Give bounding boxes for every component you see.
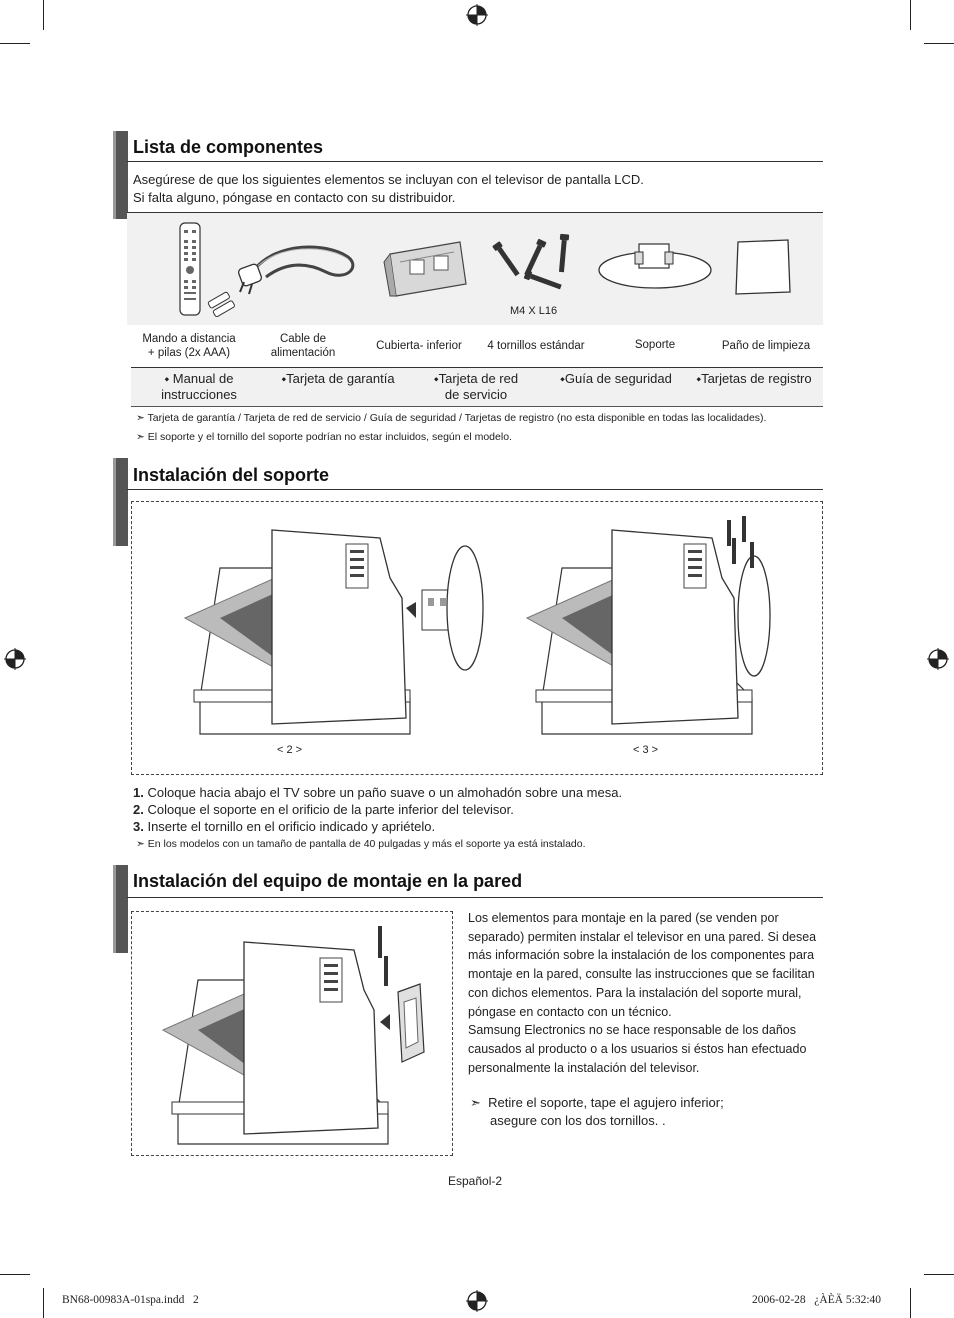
registration-mark-icon xyxy=(466,1290,488,1312)
section-bar xyxy=(113,865,128,953)
section-bar xyxy=(113,131,128,219)
section-rule xyxy=(127,897,823,898)
footer-filename: BN68-00983A-01spa.indd 2 xyxy=(62,1294,199,1306)
component-label-cover: Cubierta- inferior xyxy=(376,340,462,352)
power-cable-icon xyxy=(236,232,362,302)
section-title-components: Lista de componentes xyxy=(133,137,324,157)
stand-step2-illustration xyxy=(180,518,500,740)
section-rule xyxy=(127,489,823,490)
note-arrow-icon: ➣ xyxy=(136,412,145,424)
component-label-cable: Cable de alimentación xyxy=(270,333,336,359)
document-item-service-card: ⬩Tarjeta de red de servicio xyxy=(433,371,519,402)
section-bar xyxy=(113,458,128,546)
note-arrow-icon: ➣ xyxy=(470,1095,481,1110)
figure-label-3: < 3 > xyxy=(633,744,659,756)
document-item-warranty: ⬩Tarjeta de garantía xyxy=(281,371,395,386)
registration-mark-icon xyxy=(927,648,949,670)
step-1: 1. Coloque hacia abajo el TV sobre un paño suave o un almohadón sobre una mesa. xyxy=(133,785,623,800)
note-stand-included: ➣ El soporte y el tornillo del soporte podrían no estar incluidos, según el modelo. xyxy=(136,431,512,443)
wall-mount-note: ➣ Retire el soporte, tape el agujero inferior; asegure con los dos tornillos. . xyxy=(470,1095,724,1128)
bottom-cover-icon xyxy=(380,234,472,300)
page-number: Español-2 xyxy=(448,1174,503,1188)
crop-mark xyxy=(924,43,954,44)
registration-mark-icon xyxy=(4,648,26,670)
document-item-manual: ⬩ Manual de instrucciones xyxy=(161,371,237,402)
crop-mark xyxy=(910,1288,911,1318)
component-label-cloth: Paño de limpieza xyxy=(721,340,811,352)
registration-mark-icon xyxy=(466,4,488,26)
component-label-screws: 4 tornillos estándar xyxy=(487,340,585,352)
note-availability: ➣ Tarjeta de garantía / Tarjeta de red de servicio / Guía de seguridad / Tarjetas de registro (no esta disponible en todas las localidades). xyxy=(136,412,767,424)
screws-icon xyxy=(490,232,582,298)
wall-mount-illustration xyxy=(158,922,448,1148)
section-rule xyxy=(127,161,823,162)
figure-label-2: < 2 > xyxy=(277,744,303,756)
cleaning-cloth-icon xyxy=(732,238,794,298)
stand-steps xyxy=(133,784,823,835)
note-arrow-icon: ➣ xyxy=(136,431,145,443)
screw-size-label: M4 X L16 xyxy=(510,305,558,317)
section-title-wall-mount: Instalación del equipo de montaje en la pared xyxy=(133,871,523,891)
document-item-registration: ⬩Tarjetas de registro xyxy=(696,371,812,386)
wall-mount-paragraph: Los elementos para montaje en la pared (se venden por separado) permiten instalar el televisor en una pared. Si desea más información sobre la instalación de los componentes para montaje en la pared, consulte las instrucciones que se facilitan con dichos elementos. Para la instalación del soporte mural, póngase en contacto con un técnico. Samsung Electronics no se hace responsable de los daños causados al producto o a los usuarios si éstos han efectuado personalmente la instalación del televisor. xyxy=(468,911,817,1075)
note-arrow-icon: ➣ xyxy=(136,838,145,850)
note-40-inch: ➣ En los modelos con un tamaño de pantalla de 40 pulgadas y más el soporte ya está instalado. xyxy=(136,838,586,850)
component-label-stand: Soporte xyxy=(634,339,676,351)
document-item-safety-guide: ⬩Guía de seguridad xyxy=(560,371,672,386)
section-title-stand: Instalación del soporte xyxy=(133,465,330,485)
crop-mark xyxy=(43,0,44,30)
footer-timestamp: 2006-02-28 ¿ÀÈÄ 5:32:40 xyxy=(752,1294,882,1306)
step-3: 3. Inserte el tornillo en el orificio indicado y apriételo. xyxy=(133,819,436,834)
remote-control-icon xyxy=(170,220,240,320)
crop-mark xyxy=(0,43,30,44)
crop-mark xyxy=(43,1288,44,1318)
crop-mark xyxy=(910,0,911,30)
crop-mark xyxy=(0,1274,30,1275)
step-2: 2. Coloque el soporte en el orificio de la parte inferior del televisor. xyxy=(133,802,514,817)
stand-step3-illustration xyxy=(522,512,792,740)
component-label-remote: Mando a distancia + pilas (2x AAA) xyxy=(142,333,236,359)
components-intro: Asegúrese de que los siguientes elementos se incluyan con el televisor de pantalla LCD. Si falta alguno, póngase en contacto con su distribuidor. xyxy=(133,172,644,205)
stand-icon xyxy=(595,236,717,294)
crop-mark xyxy=(924,1274,954,1275)
